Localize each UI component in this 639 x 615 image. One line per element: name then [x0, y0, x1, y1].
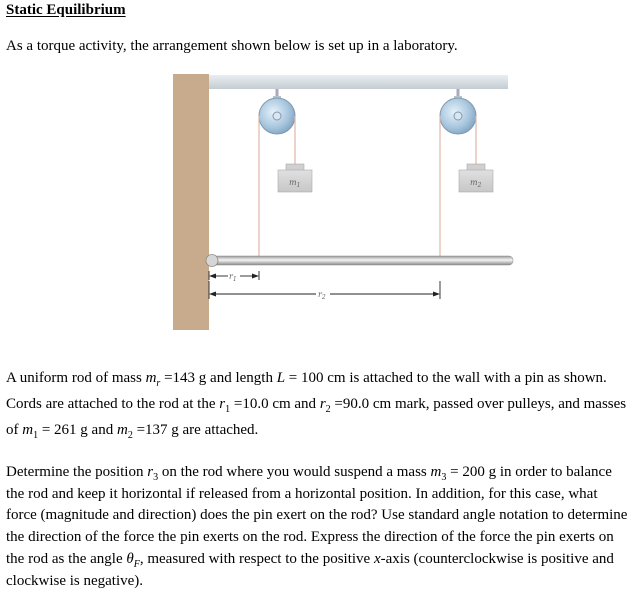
- problem-paragraph-1: A uniform rod of mass $m_r =143$ g and length L = 100 cm is attached to the wall with a pin as shown. Cords are attached to the rod at the $r_1 =10.0$ cm and $r_2 =90.0$ cm mark, passed over pulleys, and masses of $m_1 = 261$ g and $m_2 =137$ g are attached.: [6, 370, 627, 441]
- mass-2: [459, 164, 493, 192]
- mass1-label: m: [289, 178, 297, 187]
- r2-sub: 2: [321, 294, 326, 301]
- mass2-label: m: [470, 178, 478, 187]
- r1-sub: 1: [232, 276, 237, 283]
- mass2-sub: 2: [477, 182, 482, 189]
- svg-text:r1: [229, 272, 237, 283]
- rod: [206, 255, 513, 267]
- mass-1: [278, 164, 312, 192]
- problem-paragraph-2: Determine the position $r_3$ on the rod where you would suspend a mass $m_3 = 200$ g in order to balance the rod and keep it horizontal if released from a horizontal position. In addition, for this case, what force (magnitude and direction) does the pin exert on the rod? Use standard angle notation to determine the direction of the force the pin exerts on the rod. Express the direction of the force the pin exerts on the rod as the angle $\theta_F$, measured with respect to the positive x-axis (counterclockwise is positive and clockwise is negative).: [6, 464, 628, 589]
- r1-label: r: [229, 272, 233, 281]
- pulley-2: [440, 89, 476, 134]
- ceiling-bar: [208, 75, 508, 89]
- r2-label: r: [318, 290, 322, 299]
- intro-text: As a torque activity, the arrangement shown below is set up in a laboratory.: [6, 38, 458, 54]
- mass1-sub: 1: [296, 182, 301, 189]
- svg-text:r2: [318, 290, 326, 301]
- torque-diagram: [160, 68, 520, 336]
- wall: [173, 74, 209, 330]
- page-title: Static Equilibrium: [6, 2, 126, 18]
- pulley-1: [259, 89, 295, 134]
